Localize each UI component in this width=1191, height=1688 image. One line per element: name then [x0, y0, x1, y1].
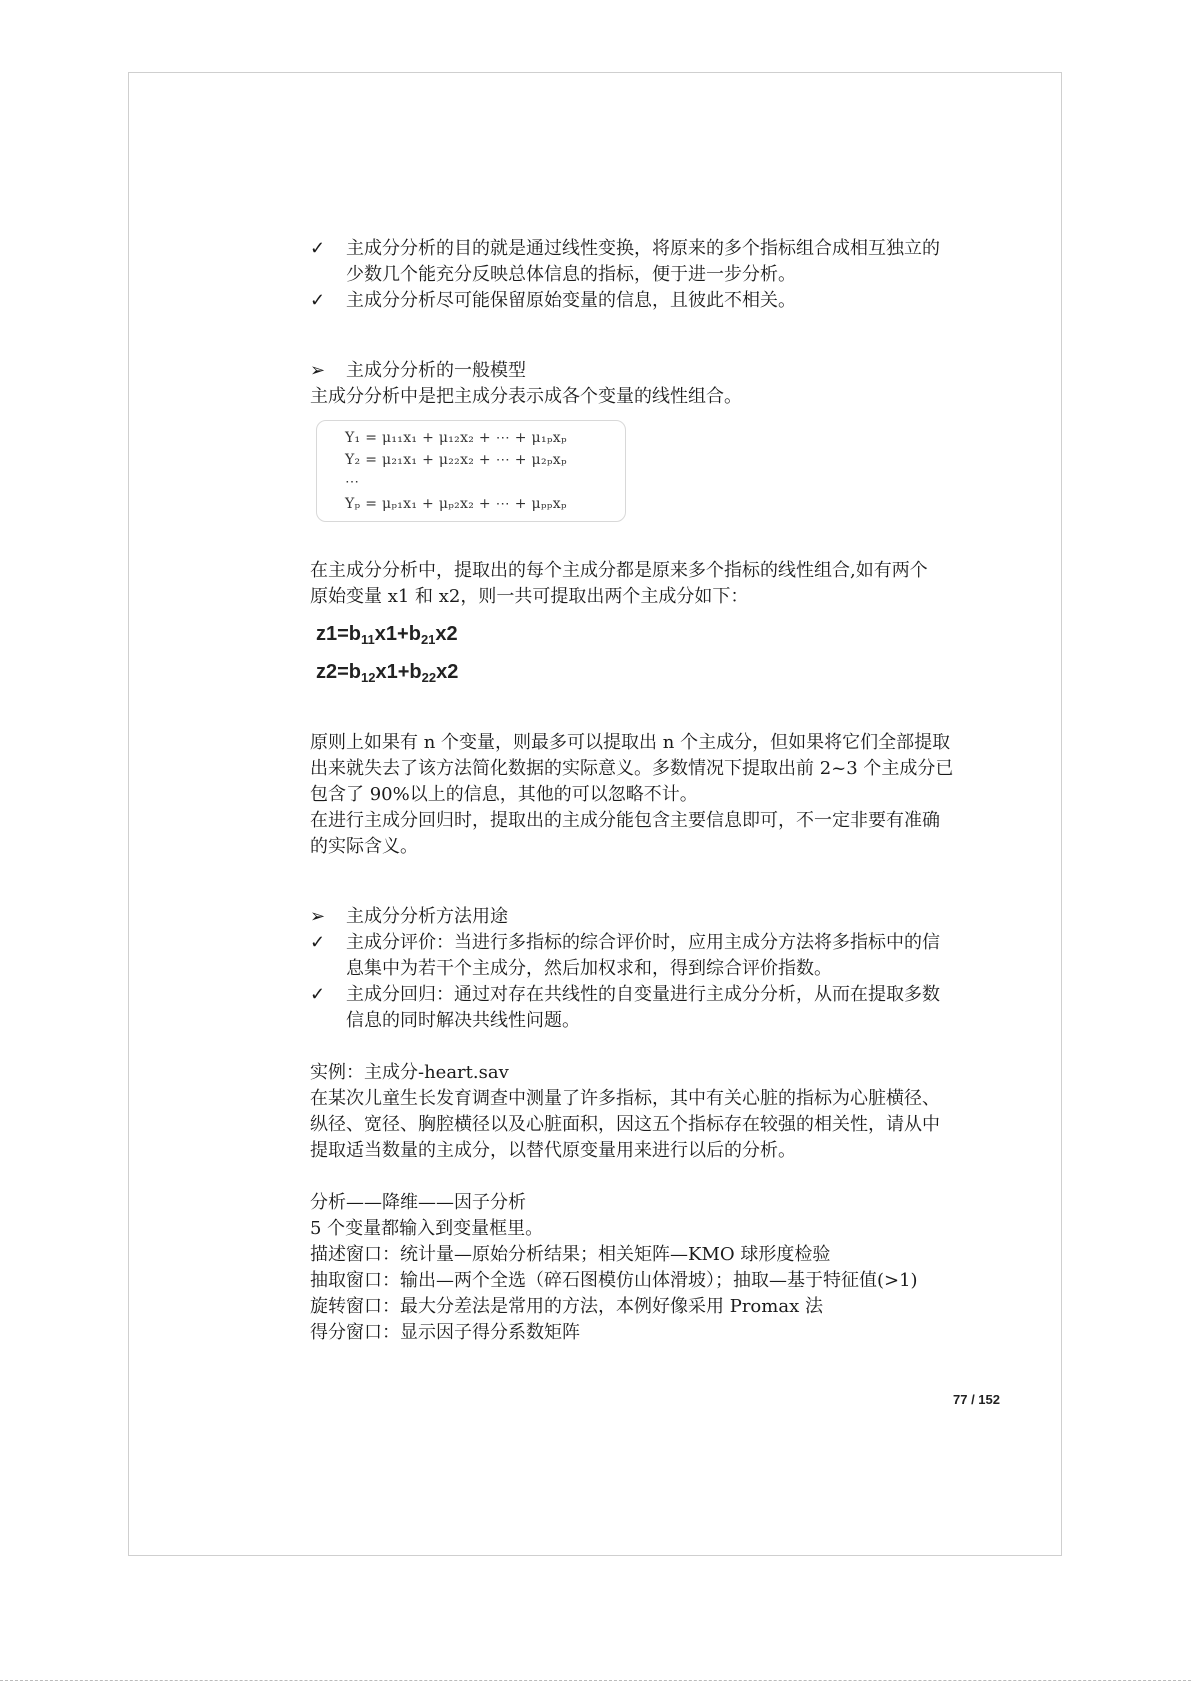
bullet-item [310, 930, 1000, 982]
paragraph-line: 5 个变量都输入到变量框里。 [310, 1218, 544, 1239]
bullet-text: 信息的同时解决共线性问题。 [346, 1010, 580, 1031]
check-icon: ✓ [310, 238, 326, 259]
bullet-item [310, 236, 1000, 288]
paragraph-line: 得分窗口：显示因子得分系数矩阵 [310, 1322, 580, 1343]
formula-line: Y₂ = μ₂₁x₁ + μ₂₂x₂ + ⋯ + μ₂ₚxₚ [345, 452, 567, 468]
paragraph-line: 在主成分分析中，提取出的每个主成分都是原来多个指标的线性组合,如有两个 [310, 560, 928, 581]
paragraph-line: 抽取窗口：输出—两个全选（碎石图模仿山体滑坡）；抽取—基于特征值(>1) [310, 1270, 918, 1291]
paragraph-line: 的实际含义。 [310, 836, 418, 857]
heading-text: 主成分分析方法用途 [346, 906, 508, 927]
paragraph-line: 分析——降维——因子分析 [310, 1192, 526, 1213]
formula-line: Y₁ = μ₁₁x₁ + μ₁₂x₂ + ⋯ + μ₁ₚxₚ [345, 430, 567, 446]
check-icon: ✓ [310, 984, 326, 1005]
paragraph-line: 在进行主成分回归时，提取出的主成分能包含主要信息即可，不一定非要有准确 [310, 810, 940, 831]
paragraph-line: 出来就失去了该方法简化数据的实际意义。多数情况下提取出前 2~3 个主成分已 [310, 758, 954, 779]
formula-line: ⋯ [345, 474, 360, 490]
section-heading [310, 904, 1000, 930]
bullet-text: 主成分评价：当进行多指标的综合评价时，应用主成分方法将多指标中的信 [346, 932, 940, 953]
z2-formula: $z2=b_{12}x1+b_{22}x2$ [316, 661, 459, 685]
formula-line: Yₚ = μₚ₁x₁ + μₚ₂x₂ + ⋯ + μₚₚxₚ [345, 496, 567, 512]
bullet-text: 少数几个能充分反映总体信息的指标，便于进一步分析。 [346, 264, 796, 285]
paragraph-line: 原始变量 x1 和 x2，则一共可提取出两个主成分如下： [310, 586, 749, 607]
paragraph-line: 原则上如果有 n 个变量，则最多可以提取出 n 个主成分，但如果将它们全部提取 [310, 732, 951, 753]
component-formulas [316, 618, 1000, 694]
model-formula-image [316, 420, 626, 522]
paragraph-line: 包含了 90%以上的信息，其他的可以忽略不计。 [310, 784, 698, 805]
check-icon: ✓ [310, 932, 326, 953]
arrow-bullet-icon: ➢ [310, 360, 326, 381]
bullet-item [310, 982, 1000, 1034]
paragraph-line: 实例：主成分-heart.sav [310, 1062, 509, 1083]
bullet-text: 主成分回归：通过对存在共线性的自变量进行主成分分析，从而在提取多数 [346, 984, 940, 1005]
section-heading [310, 358, 1000, 384]
bullet-item [310, 288, 1000, 314]
arrow-bullet-icon: ➢ [310, 906, 326, 927]
heading-text: 主成分分析的一般模型 [346, 360, 526, 381]
bottom-divider [0, 1680, 1191, 1681]
paragraph-line: 提取适当数量的主成分，以替代原变量用来进行以后的分析。 [310, 1140, 796, 1161]
z1-formula: $z1=b_{11}x1+b_{21}x2$ [316, 623, 458, 647]
bullet-text: 息集中为若干个主成分，然后加权求和，得到综合评价指数。 [346, 958, 832, 979]
page-content [310, 236, 1000, 1346]
paragraph-line: 在某次儿童生长发育调查中测量了许多指标，其中有关心脏的指标为心脏横径、 [310, 1088, 940, 1109]
bullet-text: 主成分分析的目的就是通过线性变换，将原来的多个指标组合成相互独立的 [346, 238, 940, 259]
page-number: 77 / 152 [953, 1392, 1000, 1407]
bullet-text: 主成分分析尽可能保留原始变量的信息，且彼此不相关。 [346, 290, 796, 311]
paragraph-line: 纵径、宽径、胸腔横径以及心脏面积，因这五个指标存在较强的相关性，请从中 [310, 1114, 940, 1135]
paragraph-line: 描述窗口：统计量—原始分析结果；相关矩阵—KMO 球形度检验 [310, 1244, 831, 1265]
paragraph-line: 主成分分析中是把主成分表示成各个变量的线性组合。 [310, 386, 742, 407]
paragraph-line: 旋转窗口：最大分差法是常用的方法，本例好像采用 Promax 法 [310, 1296, 823, 1317]
check-icon: ✓ [310, 290, 326, 311]
